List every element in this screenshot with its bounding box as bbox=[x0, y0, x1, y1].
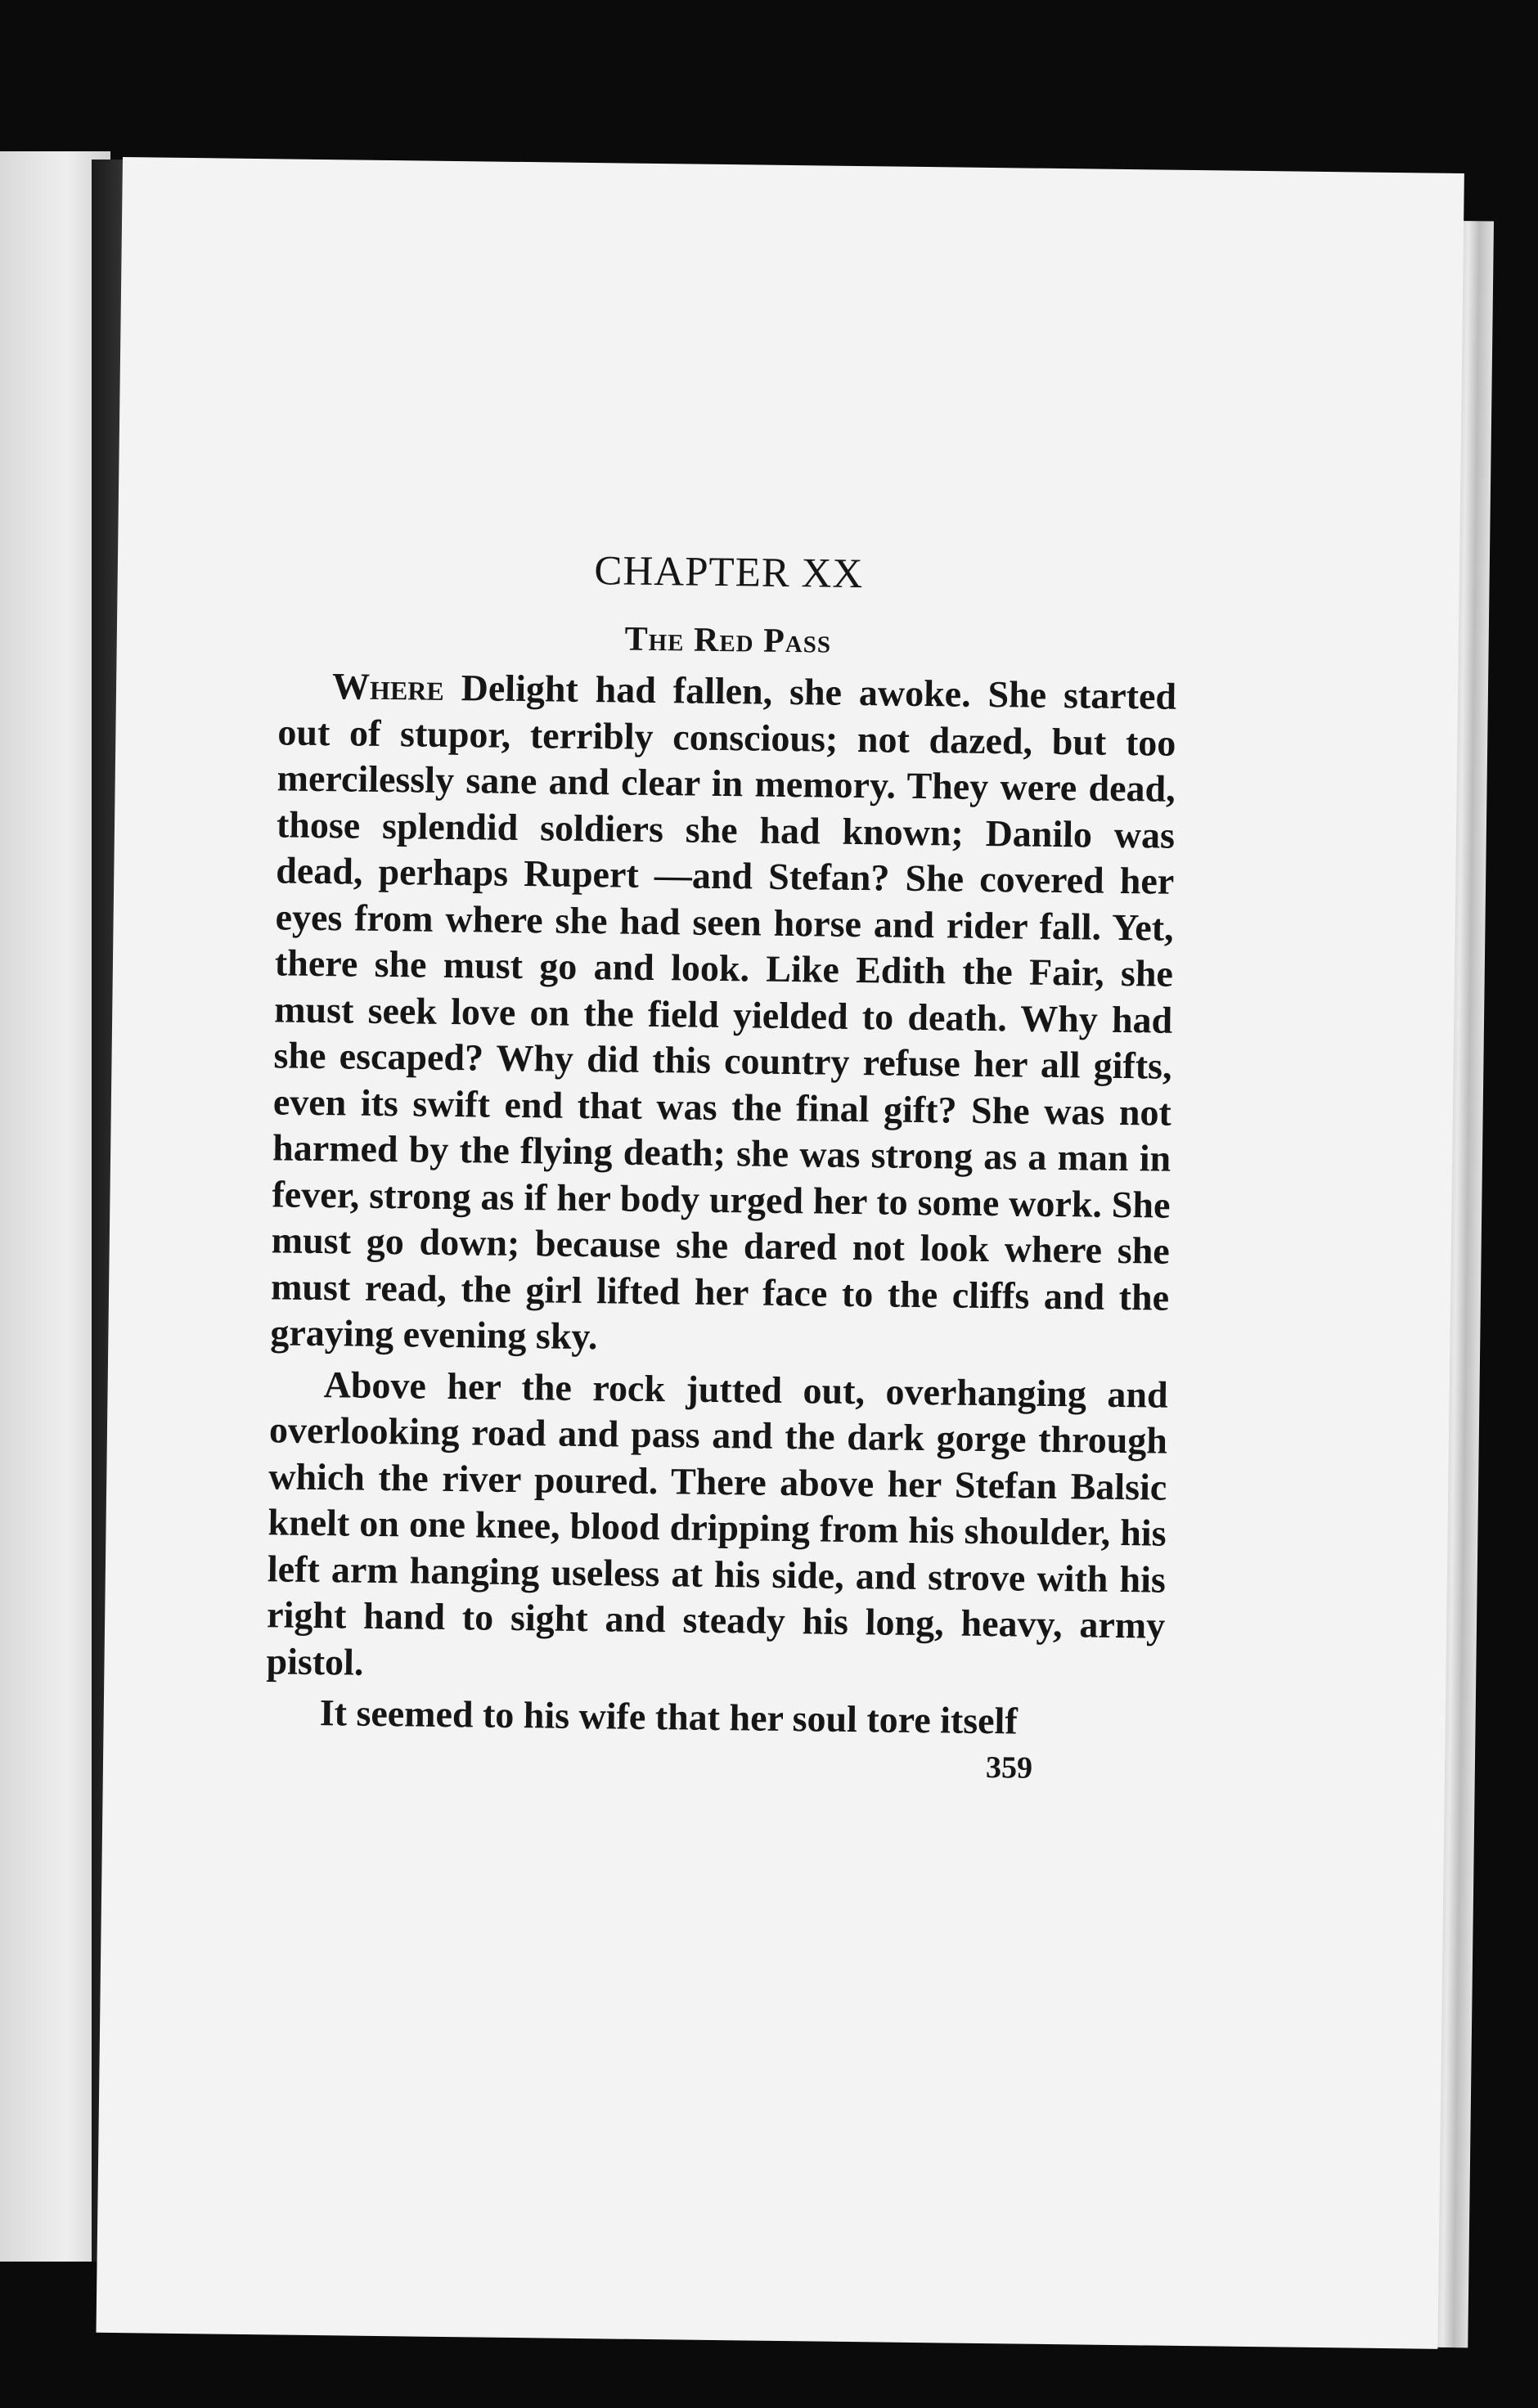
paragraph-2 bbox=[266, 1361, 1168, 1696]
paragraph-3 bbox=[265, 1689, 1164, 1746]
chapter-heading: CHAPTER XX bbox=[594, 548, 864, 598]
page-content bbox=[265, 543, 1178, 1787]
paragraph-text: Delight had fallen, she awoke. She started out of stupor, terribly conscious; not dazed, but too mercilessly sane and clear in memory. They were dead, those splendid soldiers she had known; Danilo was dead, perhaps Rupert —and Stefan? She covered her eyes from where she had seen horse and rider fall. Yet, there she must go and look. Like Edith the Fair, she must seek love on the field yielded to death. Why had she escaped? Why did this country refuse her all gifts, even its swift end that was the final gift? She was not harmed by the flying death; she was strong as a man in fever, strong as if her body urged her to some work. She must go down; because she dared not look where she must read, the girl lifted her face to the cliffs and the graying evening sky. bbox=[270, 666, 1177, 1358]
paragraph-1 bbox=[270, 663, 1176, 1367]
section-heading: The Red Pass bbox=[624, 620, 832, 661]
book-page bbox=[97, 157, 1464, 2349]
page-number: 359 bbox=[985, 1750, 1033, 1786]
paragraph-text: It seemed to his wife that her soul tore itself bbox=[319, 1691, 1019, 1742]
paragraph-text: Above her the rock jutted out, overhanging and overlooking road and pass and the dark gorge through which the river poured. There above her Stefan Balsic knelt on one knee, blood dripping from his shoulder, his left arm hanging useless at his side, and strove with his right hand to sight and steady his long, heavy, army pistol. bbox=[266, 1363, 1168, 1683]
paragraph-lead-word: Where bbox=[331, 665, 445, 708]
